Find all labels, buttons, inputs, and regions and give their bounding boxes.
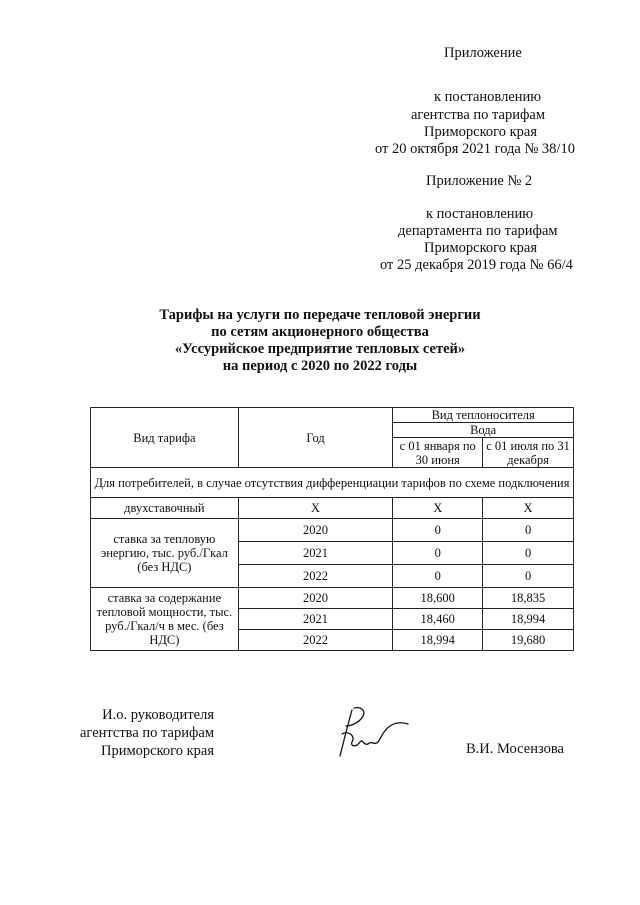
cell-year: X: [238, 498, 393, 519]
col-header-period-1: с 01 января по 30 июня: [393, 438, 483, 468]
heading-line: на период с 2020 по 2022 годы: [222, 358, 418, 374]
cell-value: 0: [393, 565, 483, 588]
appendix2-line: Приморского края: [424, 240, 538, 256]
cell-value: 18,994: [483, 609, 574, 630]
cell-year: 2021: [238, 542, 393, 565]
heading-line: Тарифы на услуги по передаче тепловой энергии: [159, 307, 481, 323]
col-header-tariff: Вид тарифа: [91, 408, 239, 468]
signatory-position-line: И.о. руководителя: [102, 707, 214, 723]
cell-value: 18,600: [393, 588, 483, 609]
appendix1-line: к постановлению: [434, 89, 542, 105]
cell-value: 0: [483, 519, 574, 542]
signatory-position-line: агентства по тарифам: [80, 725, 214, 741]
heading-line: «Уссурийское предприятие тепловых сетей»: [174, 341, 466, 357]
cell-value: X: [393, 498, 483, 519]
cell-value: 0: [393, 519, 483, 542]
two-part-label: двухставочный: [91, 498, 239, 519]
signatory-position: [80, 706, 214, 760]
handwritten-signature: [322, 700, 412, 762]
cell-year: 2022: [238, 565, 393, 588]
cell-value: 18,835: [483, 588, 574, 609]
cell-value: 18,460: [393, 609, 483, 630]
consumers-row: Для потребителей, в случае отсутствия дифференциации тарифов по схеме подключения: [91, 468, 574, 498]
table-row: [91, 498, 574, 519]
heading-line: по сетям акционерного общества: [211, 324, 429, 340]
cell-year: 2020: [238, 588, 393, 609]
signatory-name: В.И. Мосензова: [466, 741, 564, 757]
cell-value: 18,994: [393, 630, 483, 651]
appendix1-line: агентства по тарифам: [411, 107, 545, 123]
col-header-period-2: с 01 июля по 31 декабря: [483, 438, 574, 468]
appendix1-line: Приморского края: [424, 124, 538, 140]
cell-value: 0: [483, 565, 574, 588]
table-row: [91, 519, 574, 542]
col-header-water: Вода: [393, 423, 574, 438]
table-row: [91, 588, 574, 609]
cell-value: 0: [393, 542, 483, 565]
appendix2-title: Приложение № 2: [426, 173, 533, 189]
appendix1-line: от 20 октября 2021 года № 38/10: [375, 141, 575, 157]
signatory-position-line: Приморского края: [100, 743, 214, 759]
appendix2-line: к постановлению: [426, 206, 534, 222]
tariff-table: [90, 407, 574, 651]
cell-value: 19,680: [483, 630, 574, 651]
energy-rate-label: ставка за тепловую энергию, тыс. руб./Гкал (без НДС): [91, 519, 239, 588]
appendix2-line: от 25 декабря 2019 года № 66/4: [380, 257, 573, 273]
cell-year: 2021: [238, 609, 393, 630]
col-header-year: Год: [238, 408, 393, 468]
col-header-carrier: Вид теплоносителя: [393, 408, 574, 423]
cell-year: 2020: [238, 519, 393, 542]
appendix1-title: Приложение: [444, 45, 522, 61]
cell-value: X: [483, 498, 574, 519]
cell-year: 2022: [238, 630, 393, 651]
capacity-rate-label: ставка за содержание тепловой мощности, тыс. руб./Гкал/ч в мес. (без НДС): [91, 588, 239, 651]
appendix2-line: департамента по тарифам: [398, 223, 558, 239]
cell-value: 0: [483, 542, 574, 565]
